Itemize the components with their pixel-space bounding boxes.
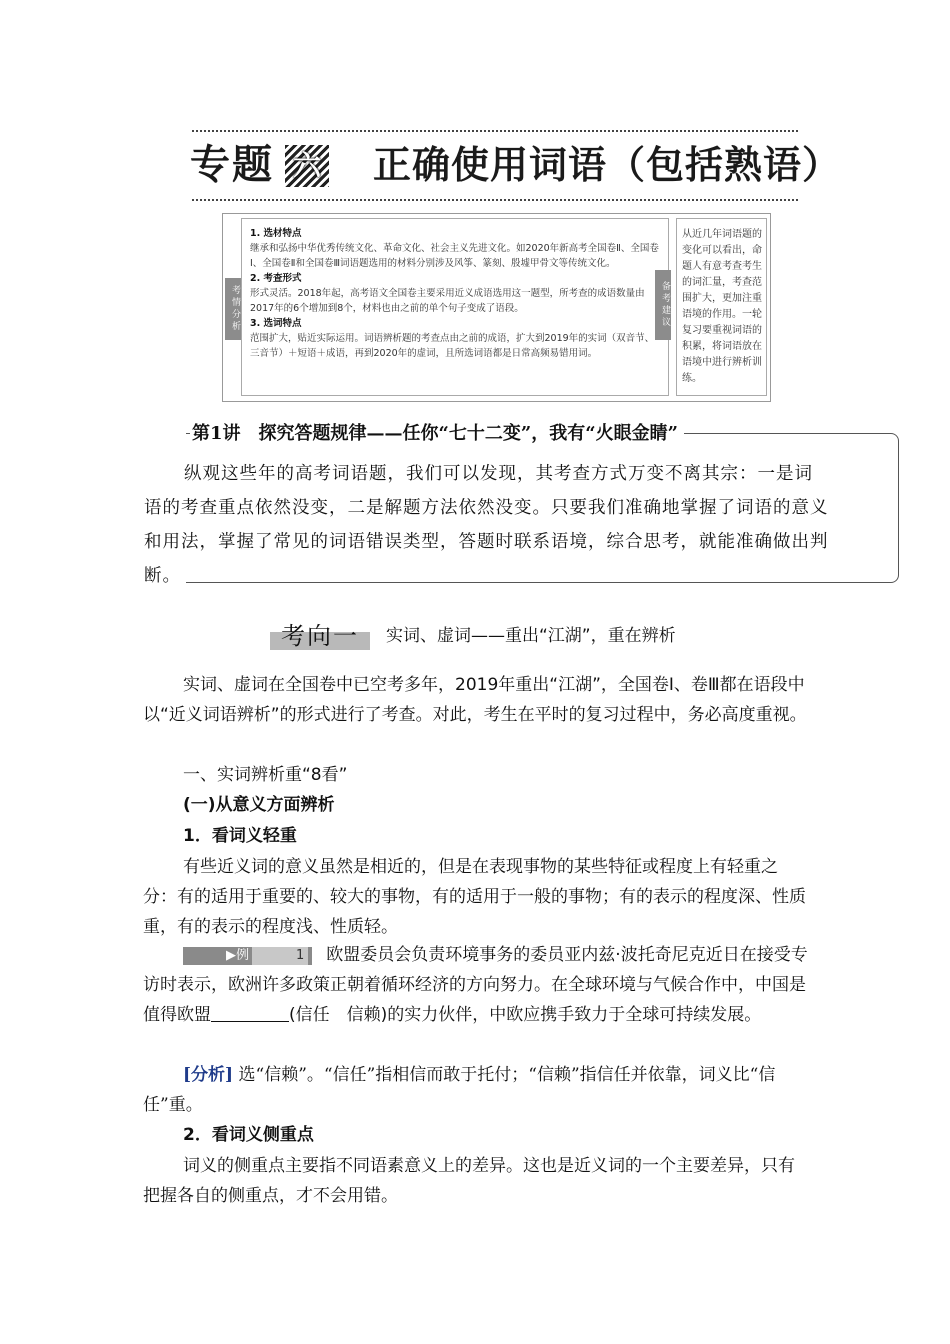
prep-advice-box (676, 218, 767, 396)
paragraph-intro: 实词、虚词在全国卷中已空考多年，2019年重出“江湖”，全国卷Ⅰ、卷Ⅲ都在语段中以“近义词语辨析”的形式进行了考查。对此，考生在平时的复习过程中，务必高度重视。 (143, 675, 807, 725)
answer-blank[interactable] (211, 1003, 289, 1022)
lecture-title: 第1讲 探究答题规律——任你“七十二变”，我有“火眼金睛” (190, 423, 684, 445)
analysis-item-text: 继承和弘扬中华优秀传统文化、革命文化、社会主义先进文化。如2020年新高考全国卷Ⅱ、全国卷Ⅰ、全国卷Ⅱ和全国卷Ⅲ词语题选用的材料分别涉及风筝、篆刻、殷墟甲骨文等传统文化。 (250, 243, 659, 269)
chapter-banner (190, 139, 842, 191)
heading-8-looks: 一、实词辨析重“8看” (183, 765, 348, 785)
chapter-topic: 正确使用词语（包括熟语） (373, 143, 842, 187)
chapter-number-badge (285, 145, 329, 187)
prep-advice-label: 备考建议 (655, 270, 671, 340)
example-number: 1 (252, 947, 308, 965)
analysis-item (250, 271, 660, 286)
analysis-item-head: 1. 选材特点 (250, 228, 302, 239)
analysis-label: [分析] (183, 1065, 234, 1085)
lecture-intro (144, 423, 900, 586)
analysis-text: 选“信赖”。“信任”指相信而敢于托付；“信赖”指信任并依靠，词义比“信任”重。 (143, 1065, 776, 1115)
heading-weight: 1．看词义轻重 (183, 826, 297, 846)
example-tag: ▶例 1 (183, 947, 312, 965)
analysis-item (250, 226, 660, 241)
section-label-box (270, 618, 370, 654)
analysis-paragraph (143, 1060, 810, 1120)
analysis-item-head: 3. 选词特点 (250, 318, 302, 329)
example-1 (143, 940, 810, 1030)
analysis-list (250, 226, 660, 361)
analysis-item-text: 范围扩大，贴近实际运用。词语辨析题的考查点由之前的成语，扩大到2019年的实词（双音节、三音节）＋短语＋成语，再到2020年的虚词，且所选词语都是日常高频易错用词。 (250, 333, 655, 359)
exam-analysis-panel (222, 213, 771, 402)
paragraph-focus: 词义的侧重点主要指不同语素意义上的差异。这也是近义词的一个主要差异，只有把握各自的侧重点，才不会用错。 (143, 1156, 795, 1206)
banner-bottom-rule (192, 199, 798, 201)
section-label: 考向一 (281, 622, 359, 650)
chapter-number: 六 (292, 149, 321, 182)
heading-meaning: (一)从意义方面辨析 (183, 795, 335, 815)
analysis-item-text: 形式灵活。2018年起，高考语文全国卷主要采用近义成语选用这一题型，所考查的成语数量由2017年的6个增加到8个，材料也由之前的单个句子变成了语段。 (250, 288, 645, 314)
exam-analysis-box (241, 218, 669, 396)
example-text-b: (信任 信赖)的实力伙伴，中欧应携手致力于全球可持续发展。 (289, 1005, 762, 1025)
exam-analysis-label: 考情分析 (225, 278, 241, 340)
banner-top-rule (192, 130, 798, 132)
analysis-item-head: 2. 考查形式 (250, 273, 302, 284)
example-text-a: 欧盟委员会负责环境事务的委员亚内兹·波托奇尼克近日在接受专访时表示，欧洲许多政策正朝着循环经济的方向努力。在全球环境与气候合作中，中国是值得欧盟 (143, 945, 808, 1025)
prep-advice-text: 从近几年词语题的变化可以看出，命题人有意考查考生的词汇量，考查范围扩大，更加注重语境的作用。一轮复习要重视词语的积累，将词语放在语境中进行辨析训练。 (682, 229, 762, 384)
heading-focus: 2．看词义侧重点 (183, 1125, 314, 1145)
lecture-text: 纵观这些年的高考词语题，我们可以发现，其考查方式万变不离其宗：一是词语的考查重点依然没变，二是解题方法依然没变。只要我们准确地掌握了词语的意义和用法，掌握了常见的词语错误类型，答题时联系语境，综合思考，就能准确做出判断。 (144, 464, 829, 586)
paragraph-weight: 有些近义词的意义虽然是相近的，但是在表现事物的某些特征或程度上有轻重之分：有的适用于重要的、较大的事物，有的适用于一般的事物；有的表示的程度深、性质重，有的表示的程度浅、性质轻。 (143, 857, 806, 937)
analysis-item (250, 316, 660, 331)
example-label: 例 (236, 948, 250, 963)
zhuanti-label: 专题 (190, 142, 274, 188)
section-subtitle: 实词、虚词——重出“江湖”，重在辨析 (386, 626, 676, 646)
